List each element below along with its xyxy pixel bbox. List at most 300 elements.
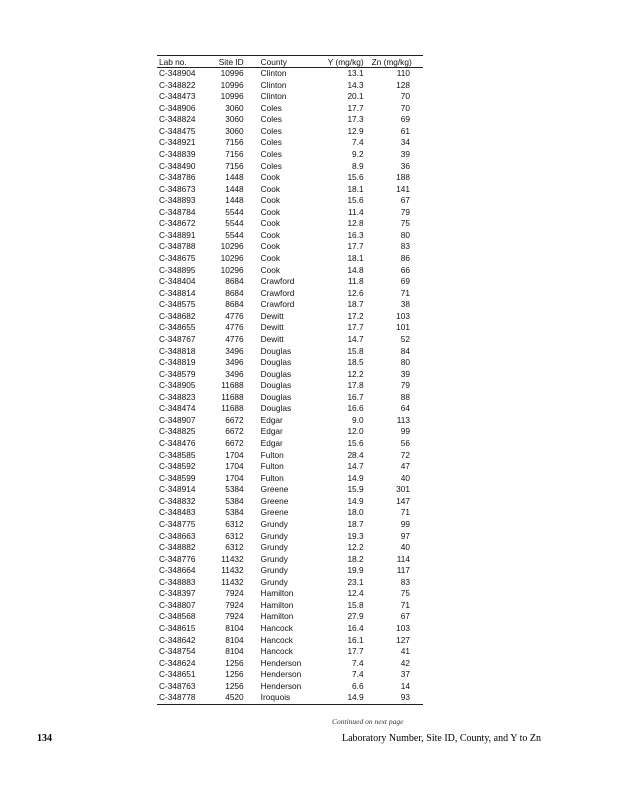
table-row [157,126,423,138]
lab-no-cell: C-348883 [159,576,196,587]
table-row [157,438,423,450]
county-cell: Cook [260,253,281,263]
lab-no-cell: C-348475 [159,125,196,136]
site-id-cell: 6672 [225,414,244,425]
table-row [157,346,423,358]
table-row [157,380,423,392]
county-cell: Clinton [260,68,287,78]
site-id-cell: 1448 [225,183,244,194]
county-cell: Clinton [260,91,287,102]
county-cell: Hamilton [260,599,294,610]
y-cell: 18.7 [347,299,364,310]
zn-cell: 97 [400,530,410,541]
table-row [157,623,423,635]
zn-cell: 83 [400,576,410,587]
site-id-cell: 11688 [221,380,244,391]
zn-cell: 88 [400,391,410,402]
site-id-cell: 3060 [225,114,244,125]
site-id-cell: 7156 [225,160,244,171]
y-cell: 17.7 [347,646,364,657]
county-cell: Douglas [260,357,292,368]
header-zn: Zn (mg/kg) [372,56,423,68]
site-id-cell: 5384 [225,507,244,518]
site-id-cell: 6312 [225,530,244,541]
zn-cell: 83 [400,241,410,252]
y-cell: 17.2 [347,310,364,321]
y-cell: 17.7 [347,102,364,113]
lab-no-cell: C-348807 [159,599,196,610]
y-cell: 12.2 [347,542,364,553]
y-cell: 13.1 [347,68,364,78]
site-id-cell: 1256 [225,680,244,691]
county-cell: Dewitt [260,310,284,321]
county-cell: Cook [260,172,281,183]
lab-no-cell: C-348664 [159,565,196,576]
y-cell: 28.4 [347,449,364,460]
county-cell: Coles [260,148,282,159]
lab-no-cell: C-348891 [159,229,196,240]
county-cell: Grundy [260,576,288,587]
table-row [157,611,423,623]
table-row [157,565,423,577]
y-cell: 16.7 [347,391,364,402]
zn-cell: 147 [396,495,410,506]
y-cell: 15.8 [347,345,364,356]
table-row [157,669,423,681]
y-cell: 19.3 [347,530,364,541]
table-row [157,473,423,485]
zn-cell: 99 [400,426,410,437]
county-cell: Coles [260,114,282,125]
site-id-cell: 6672 [225,438,244,448]
y-cell: 9.0 [352,414,364,425]
lab-no-cell: C-348599 [159,472,196,483]
county-cell: Douglas [260,403,292,414]
lab-no-cell: C-348893 [159,195,196,206]
y-cell: 15.9 [347,484,364,495]
county-cell: Fulton [260,472,284,483]
site-id-cell: 11688 [221,391,244,402]
y-cell: 7.4 [352,137,364,148]
site-id-cell: 4776 [225,310,244,321]
site-id-cell: 1448 [225,195,244,206]
county-cell: Grundy [260,530,288,541]
site-id-cell: 5544 [225,229,244,240]
y-cell: 12.0 [347,426,364,437]
county-cell: Greene [260,495,289,506]
y-cell: 18.1 [347,253,364,263]
county-cell: Edgar [260,426,283,437]
site-id-cell: 11432 [221,553,244,564]
county-cell: Grundy [260,542,288,553]
site-id-cell: 10996 [220,68,244,78]
table-row [157,68,423,80]
lab-no-cell: C-348882 [159,542,196,553]
lab-no-cell: C-348824 [159,114,196,125]
table-row [157,554,423,566]
table-row [157,265,423,277]
y-cell: 18.5 [347,357,364,368]
site-id-cell: 1704 [225,461,244,472]
site-id-cell: 4520 [211,692,247,704]
county-cell: Hancock [260,634,293,645]
site-id-cell: 3060 [225,125,244,136]
y-cell: 8.9 [352,160,364,171]
lab-no-cell: C-348905 [159,380,196,391]
table-row [157,80,423,92]
lab-no-cell: C-348788 [159,241,196,252]
county-cell: Coles [260,137,282,148]
county-cell: Hamilton [260,611,294,622]
zn-cell: 71 [400,507,410,518]
zn-cell: 66 [400,264,410,275]
header-lab-no: Lab no. [157,56,211,68]
y-cell: 14.9 [347,472,364,483]
table-body [157,68,423,705]
table-row [157,137,423,149]
table-row [157,288,423,300]
lab-no-cell: C-348397 [159,588,196,599]
y-cell: 14.7 [347,333,364,344]
zn-cell: 39 [400,148,410,159]
site-id-cell: 10996 [220,79,244,90]
y-cell: 18.7 [347,518,364,529]
lab-no-cell: C-348474 [159,403,196,414]
zn-cell: 127 [396,634,410,645]
table-row [157,692,423,704]
zn-cell: 14 [400,680,410,691]
county-cell: Edgar [260,438,283,448]
y-cell: 16.1 [347,634,364,645]
table-row [157,218,423,230]
site-id-cell: 6672 [225,426,244,437]
y-cell: 18.2 [347,553,364,564]
lab-no-cell: C-348675 [159,253,196,263]
lab-no-cell: C-348682 [159,310,196,321]
county-cell: Greene [260,507,289,518]
lab-no-cell: C-348404 [159,276,196,287]
lab-no-cell: C-348822 [159,79,196,90]
table-row [157,322,423,334]
zn-cell: 72 [400,449,410,460]
zn-cell: 93 [372,692,423,704]
table-row [157,392,423,404]
lab-no-cell: C-348786 [159,172,196,183]
y-cell: 16.4 [347,623,364,633]
site-id-cell: 7156 [225,137,244,148]
table-row [157,415,423,427]
table-row [157,230,423,242]
lab-no-cell: C-348624 [159,657,196,668]
table-row [157,195,423,207]
y-cell: 18.0 [347,507,364,518]
header-site-id: Site ID [211,56,247,68]
site-id-cell: 8104 [225,646,244,657]
site-id-cell: 1256 [225,657,244,668]
table-row [157,276,423,288]
site-id-cell: 3496 [225,368,244,379]
y-cell: 17.8 [347,380,364,391]
site-id-cell: 10996 [220,91,244,102]
county-cell: Grundy [260,518,288,529]
lab-no-cell: C-348651 [159,669,196,680]
county-cell: Coles [260,160,282,171]
zn-cell: 103 [396,623,410,633]
site-id-cell: 6312 [225,518,244,529]
y-cell: 9.2 [352,148,364,159]
site-id-cell: 7924 [225,588,244,599]
lab-no-cell: C-348895 [159,264,196,275]
zn-cell: 41 [400,646,410,657]
county-cell: Cook [260,206,281,217]
site-id-cell: 1704 [225,449,244,460]
page-number: 134 [37,733,52,744]
table-row [157,484,423,496]
county-cell: Fulton [260,449,284,460]
site-id-cell: 10296 [220,253,244,263]
y-cell: 7.4 [352,657,364,668]
zn-cell: 69 [400,276,410,287]
county-cell: Iroquois [248,692,320,704]
y-cell: 12.8 [347,218,364,229]
county-cell: Crawford [260,276,295,287]
lab-no-cell: C-348907 [159,414,196,425]
y-cell: 12.6 [347,287,364,298]
lab-no-cell: C-348473 [159,91,196,102]
y-cell: 14.8 [347,264,364,275]
y-cell: 23.1 [347,576,364,587]
zn-cell: 40 [400,472,410,483]
y-cell: 14.9 [319,692,371,704]
site-id-cell: 4776 [225,333,244,344]
y-cell: 12.4 [347,588,364,599]
table-row [157,681,423,693]
y-cell: 14.7 [347,461,364,472]
site-id-cell: 3496 [225,345,244,356]
table-row [157,114,423,126]
table-row [157,149,423,161]
y-cell: 15.6 [347,195,364,206]
table-row [157,91,423,103]
table-row [157,588,423,600]
site-id-cell: 7924 [225,599,244,610]
table-header [157,56,423,68]
table-row [157,507,423,519]
y-cell: 12.2 [347,368,364,379]
header-y: Y (mg/kg) [319,56,371,68]
y-cell: 12.9 [347,125,364,136]
table-row [157,161,423,173]
county-cell: Henderson [260,657,302,668]
site-id-cell: 6312 [225,542,244,553]
y-cell: 17.3 [347,114,364,125]
table-row [157,426,423,438]
zn-cell: 80 [400,357,410,368]
zn-cell: 34 [400,137,410,148]
zn-cell: 99 [400,518,410,529]
table-row [157,357,423,369]
county-cell: Dewitt [260,333,284,344]
table-row [157,311,423,323]
lab-no-cell: C-348568 [159,611,196,622]
county-cell: Fulton [260,461,284,472]
lab-no-cell: C-348754 [159,646,196,657]
table-row [157,658,423,670]
county-cell: Hancock [260,623,293,633]
lab-no-cell: C-348763 [159,680,196,691]
county-cell: Grundy [260,553,288,564]
lab-no-cell: C-348814 [159,287,196,298]
table-row [157,299,423,311]
lab-no-cell: C-348818 [159,345,196,356]
y-cell: 20.1 [347,91,364,102]
zn-cell: 71 [400,287,410,298]
zn-cell: 103 [396,310,410,321]
zn-cell: 56 [400,438,410,448]
zn-cell: 71 [400,599,410,610]
lab-no-cell: C-348579 [159,368,196,379]
lab-no-cell: C-348663 [159,530,196,541]
y-cell: 17.7 [347,241,364,252]
site-id-cell: 10296 [220,264,244,275]
y-cell: 18.1 [347,183,364,194]
continued-note: Continued on next page [332,717,404,726]
zn-cell: 70 [400,102,410,113]
table-row [157,635,423,647]
zn-cell: 36 [400,160,410,171]
lab-no-cell: C-348839 [159,148,196,159]
site-id-cell: 5384 [225,484,244,495]
zn-cell: 301 [396,484,410,495]
table-row [157,519,423,531]
zn-cell: 61 [400,125,410,136]
y-cell: 16.3 [347,229,364,240]
y-cell: 14.9 [347,495,364,506]
zn-cell: 39 [400,368,410,379]
table-row [157,369,423,381]
table-row [157,496,423,508]
zn-cell: 67 [400,195,410,206]
lab-no-cell: C-348904 [159,68,196,78]
lab-no-cell: C-348575 [159,299,196,310]
site-id-cell: 8104 [225,634,244,645]
lab-no-cell: C-348592 [159,461,196,472]
data-table-container [157,55,423,705]
county-cell: Crawford [260,299,295,310]
y-cell: 19.9 [347,565,364,576]
y-cell: 17.7 [347,322,364,333]
site-id-cell: 7156 [225,148,244,159]
zn-cell: 110 [396,68,410,78]
lab-no-cell: C-348921 [159,137,196,148]
zn-cell: 117 [396,565,410,576]
header-county: County [248,56,320,68]
lab-no-cell: C-348483 [159,507,196,518]
county-cell: Coles [260,102,282,113]
site-id-cell: 4776 [225,322,244,333]
zn-cell: 70 [400,91,410,102]
zn-cell: 188 [396,172,410,183]
lab-no-cell: C-348823 [159,391,196,402]
table-row [157,334,423,346]
county-cell: Hancock [260,646,293,657]
county-cell: Cook [260,195,281,206]
county-cell: Cook [260,264,281,275]
county-cell: Cook [260,241,281,252]
site-id-cell: 3060 [225,102,244,113]
lab-no-cell: C-348784 [159,206,196,217]
site-id-cell: 8684 [225,276,244,287]
zn-cell: 84 [400,345,410,356]
lab-no-cell: C-348673 [159,183,196,194]
site-id-cell: 10296 [220,241,244,252]
site-id-cell: 5384 [225,495,244,506]
zn-cell: 38 [400,299,410,310]
y-cell: 11.4 [348,206,364,217]
lab-no-cell: C-348655 [159,322,196,333]
lab-no-cell: C-348775 [159,518,196,529]
lab-no-cell: C-348906 [159,102,196,113]
zn-cell: 67 [400,611,410,622]
table-row [157,172,423,184]
y-cell: 11.8 [348,276,364,287]
lab-no-cell: C-348778 [157,692,211,704]
site-id-cell: 7924 [225,611,244,622]
y-cell: 16.6 [347,403,364,414]
site-id-cell: 1448 [225,172,244,183]
site-id-cell: 11432 [221,576,244,587]
table-row [157,531,423,543]
header-row [157,56,423,68]
table-row [157,450,423,462]
table-row [157,403,423,415]
zn-cell: 79 [400,206,410,217]
zn-cell: 69 [400,114,410,125]
lab-no-cell: C-348767 [159,333,196,344]
county-cell: Crawford [260,287,295,298]
site-id-cell: 8104 [225,623,244,633]
zn-cell: 52 [400,333,410,344]
county-cell: Douglas [260,368,292,379]
county-cell: Edgar [260,414,283,425]
lab-no-cell: C-348615 [159,623,196,633]
table-row [157,241,423,253]
county-cell: Cook [260,183,281,194]
y-cell: 14.3 [347,79,364,90]
data-table [157,55,423,705]
zn-cell: 42 [400,657,410,668]
zn-cell: 75 [400,218,410,229]
zn-cell: 79 [400,380,410,391]
y-cell: 15.6 [347,438,364,448]
lab-no-cell: C-348832 [159,495,196,506]
county-cell: Henderson [260,680,302,691]
county-cell: Clinton [260,79,287,90]
lab-no-cell: C-348642 [159,634,196,645]
lab-no-cell: C-348490 [159,160,196,171]
zn-cell: 75 [400,588,410,599]
county-cell: Henderson [260,669,302,680]
lab-no-cell: C-348825 [159,426,196,437]
y-cell: 7.4 [352,669,364,680]
y-cell: 27.9 [347,611,364,622]
site-id-cell: 8684 [225,299,244,310]
lab-no-cell: C-348776 [159,553,196,564]
site-id-cell: 3496 [225,357,244,368]
y-cell: 6.6 [352,680,364,691]
site-id-cell: 11688 [221,403,244,414]
table-row [157,207,423,219]
